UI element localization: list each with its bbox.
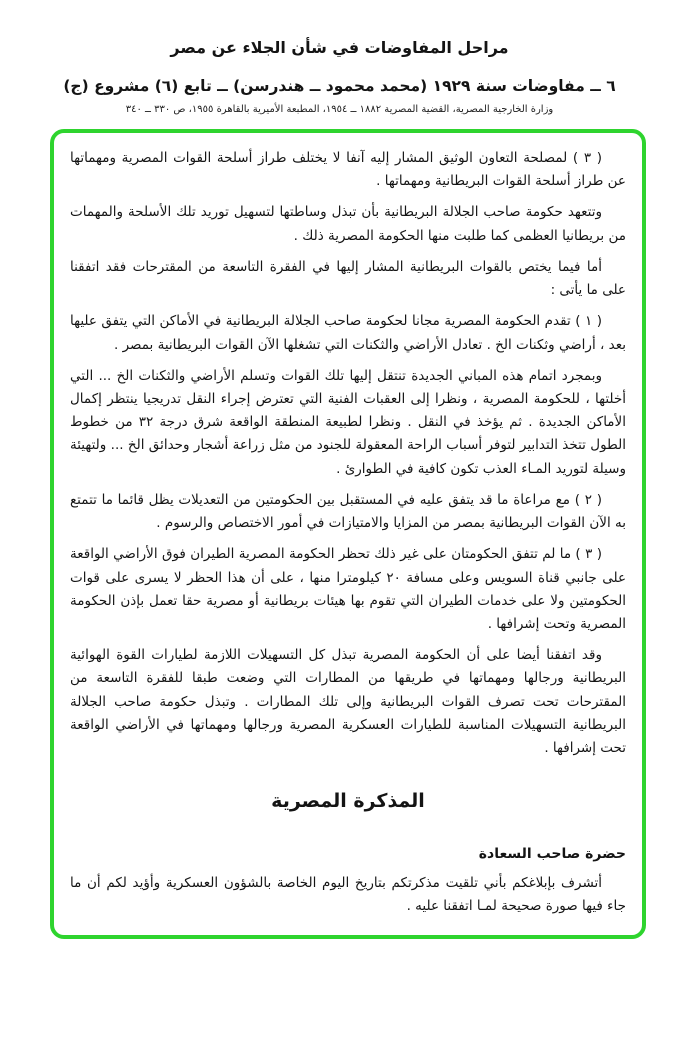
- paragraph-1: ( ٣ ) لمصلحة التعاون الوثيق المشار إليه آنفا لا يختلف طراز أسلحة القوات المصرية ومهماتها عن طراز أسلحة القوات البريطانية ومهماتها .: [70, 150, 626, 190]
- closing-paragraph: أتشرف بإبلاغكم بأني تلقيت مذكرتكم بتاريخ اليوم الخاصة بالشؤون العسكرية وأؤيد لكم أن ما جاء فيها صورة صحيحة لمـا اتفقنا عليه .: [70, 875, 626, 915]
- paragraph-2: وتتعهد حكومة صاحب الجلالة البريطانية بأن تبذل وساطتها لتسهيل توريد تلك الأسلحة والمهمات من بريطانيا العظمى كما طلبت منها الحكومة المصرية ذلك .: [70, 204, 626, 244]
- paragraph-8: وقد اتفقنا أيضا على أن الحكومة المصرية تبذل كل التسهيلات اللازمة لطيارات القوة الهوائية البريطانية ورجالها ومهماتها في طريقها من المطارات التي وضعت طبقا للفقرة التاسعة من المقترحات تحت تصرف القوات البريطانية وإلى تلك المطارات . وتبذل حكومة صاحب الجلالة البريطانية التسهيلات المناسبة للطيارات العسكرية المصرية ورجالها ومهماتها في الأراضي الواقعة تحت إشرافها .: [70, 647, 626, 757]
- salutation: حضرة صاحب السعادة: [478, 846, 626, 863]
- document-header: [0, 38, 679, 115]
- paragraph-6: ( ٢ ) مع مراعاة ما قد يتفق عليه في المستقبل بين الحكومتين من التعديلات يظل قائما ما تتمتع به الآن القوات البريطانية بمصر من المزايا والامتيازات في أمور الاختصاص والرسوم .: [70, 491, 626, 532]
- source-citation: وزارة الخارجية المصرية، القضية المصرية ١٨٨٢ ــ ١٩٥٤، المطبعة الأميرية بالقاهرة ١٩٥٥، ص ٣٣٠ ــ ٣٤٠: [125, 104, 554, 115]
- document-subtitle: ٦ ــ مفاوضات سنة ١٩٢٩ (محمد محمود ــ هندرسن) ــ تابع (٦) مشروع (ج): [63, 77, 616, 95]
- memo-heading: المذكرة المصرية: [271, 790, 425, 813]
- paragraph-7: ( ٣ ) ما لم تتفق الحكومتان على غير ذلك تحظر الحكومة المصرية الطيران فوق الأراضي الواقعة على جانبي قناة السويس وعلى مسافة ٢٠ كيلومترا منها ، على أن هذا الحظر لا يسرى على قوات الحكومتين ولا على خدمات الطيران التي تقوم بها هيئات بريطانية أو مصرية حقا تعمل بإذن الحكومة المصرية وتحت إشرافها .: [70, 546, 627, 632]
- paragraph-5: وبمجرد اتمام هذه المباني الجديدة تنتقل إليها تلك القوات وتسلم الأراضي والثكنات الخ ... التي أخلتها ، للحكومة المصرية ، ونظرا إلى العقبات الفنية التي تعترض إجراء النقل تدريجيا ينتظر إكمال الأماكن الجديدة . ثم يؤخذ في النقل . ونظرا لطبيعة المنطقة الواقعة شرق درجة ٣٢ من خطوط الطول تتخذ التدابير لتوفر أسباب الراحة المعقولة للجنود من مثل زراعة أشجار وحدائق الخ ... ولتهيئة وسيلة لتوريد المـاء العذب تكون كافية في الطوارئ .: [70, 367, 626, 477]
- paragraph-3: أما فيما يختص بالقوات البريطانية المشار إليها في الفقرة التاسعة من المقترحات فقد اتفقنا على ما يأتى :: [70, 258, 626, 299]
- paragraph-4: ( ١ ) تقدم الحكومة المصرية مجانا لحكومة صاحب الجلالة البريطانية في الأماكن التي يتفق عليها بعد ، أراضي وثكنات الخ . تعادل الأراضي والثكنات التي تشغلها الآن القوات البريطانية بمصر .: [70, 313, 626, 353]
- highlighted-text-box: [50, 129, 646, 939]
- page-title: مراحل المفاوضات في شأن الجلاء عن مصر: [170, 38, 509, 57]
